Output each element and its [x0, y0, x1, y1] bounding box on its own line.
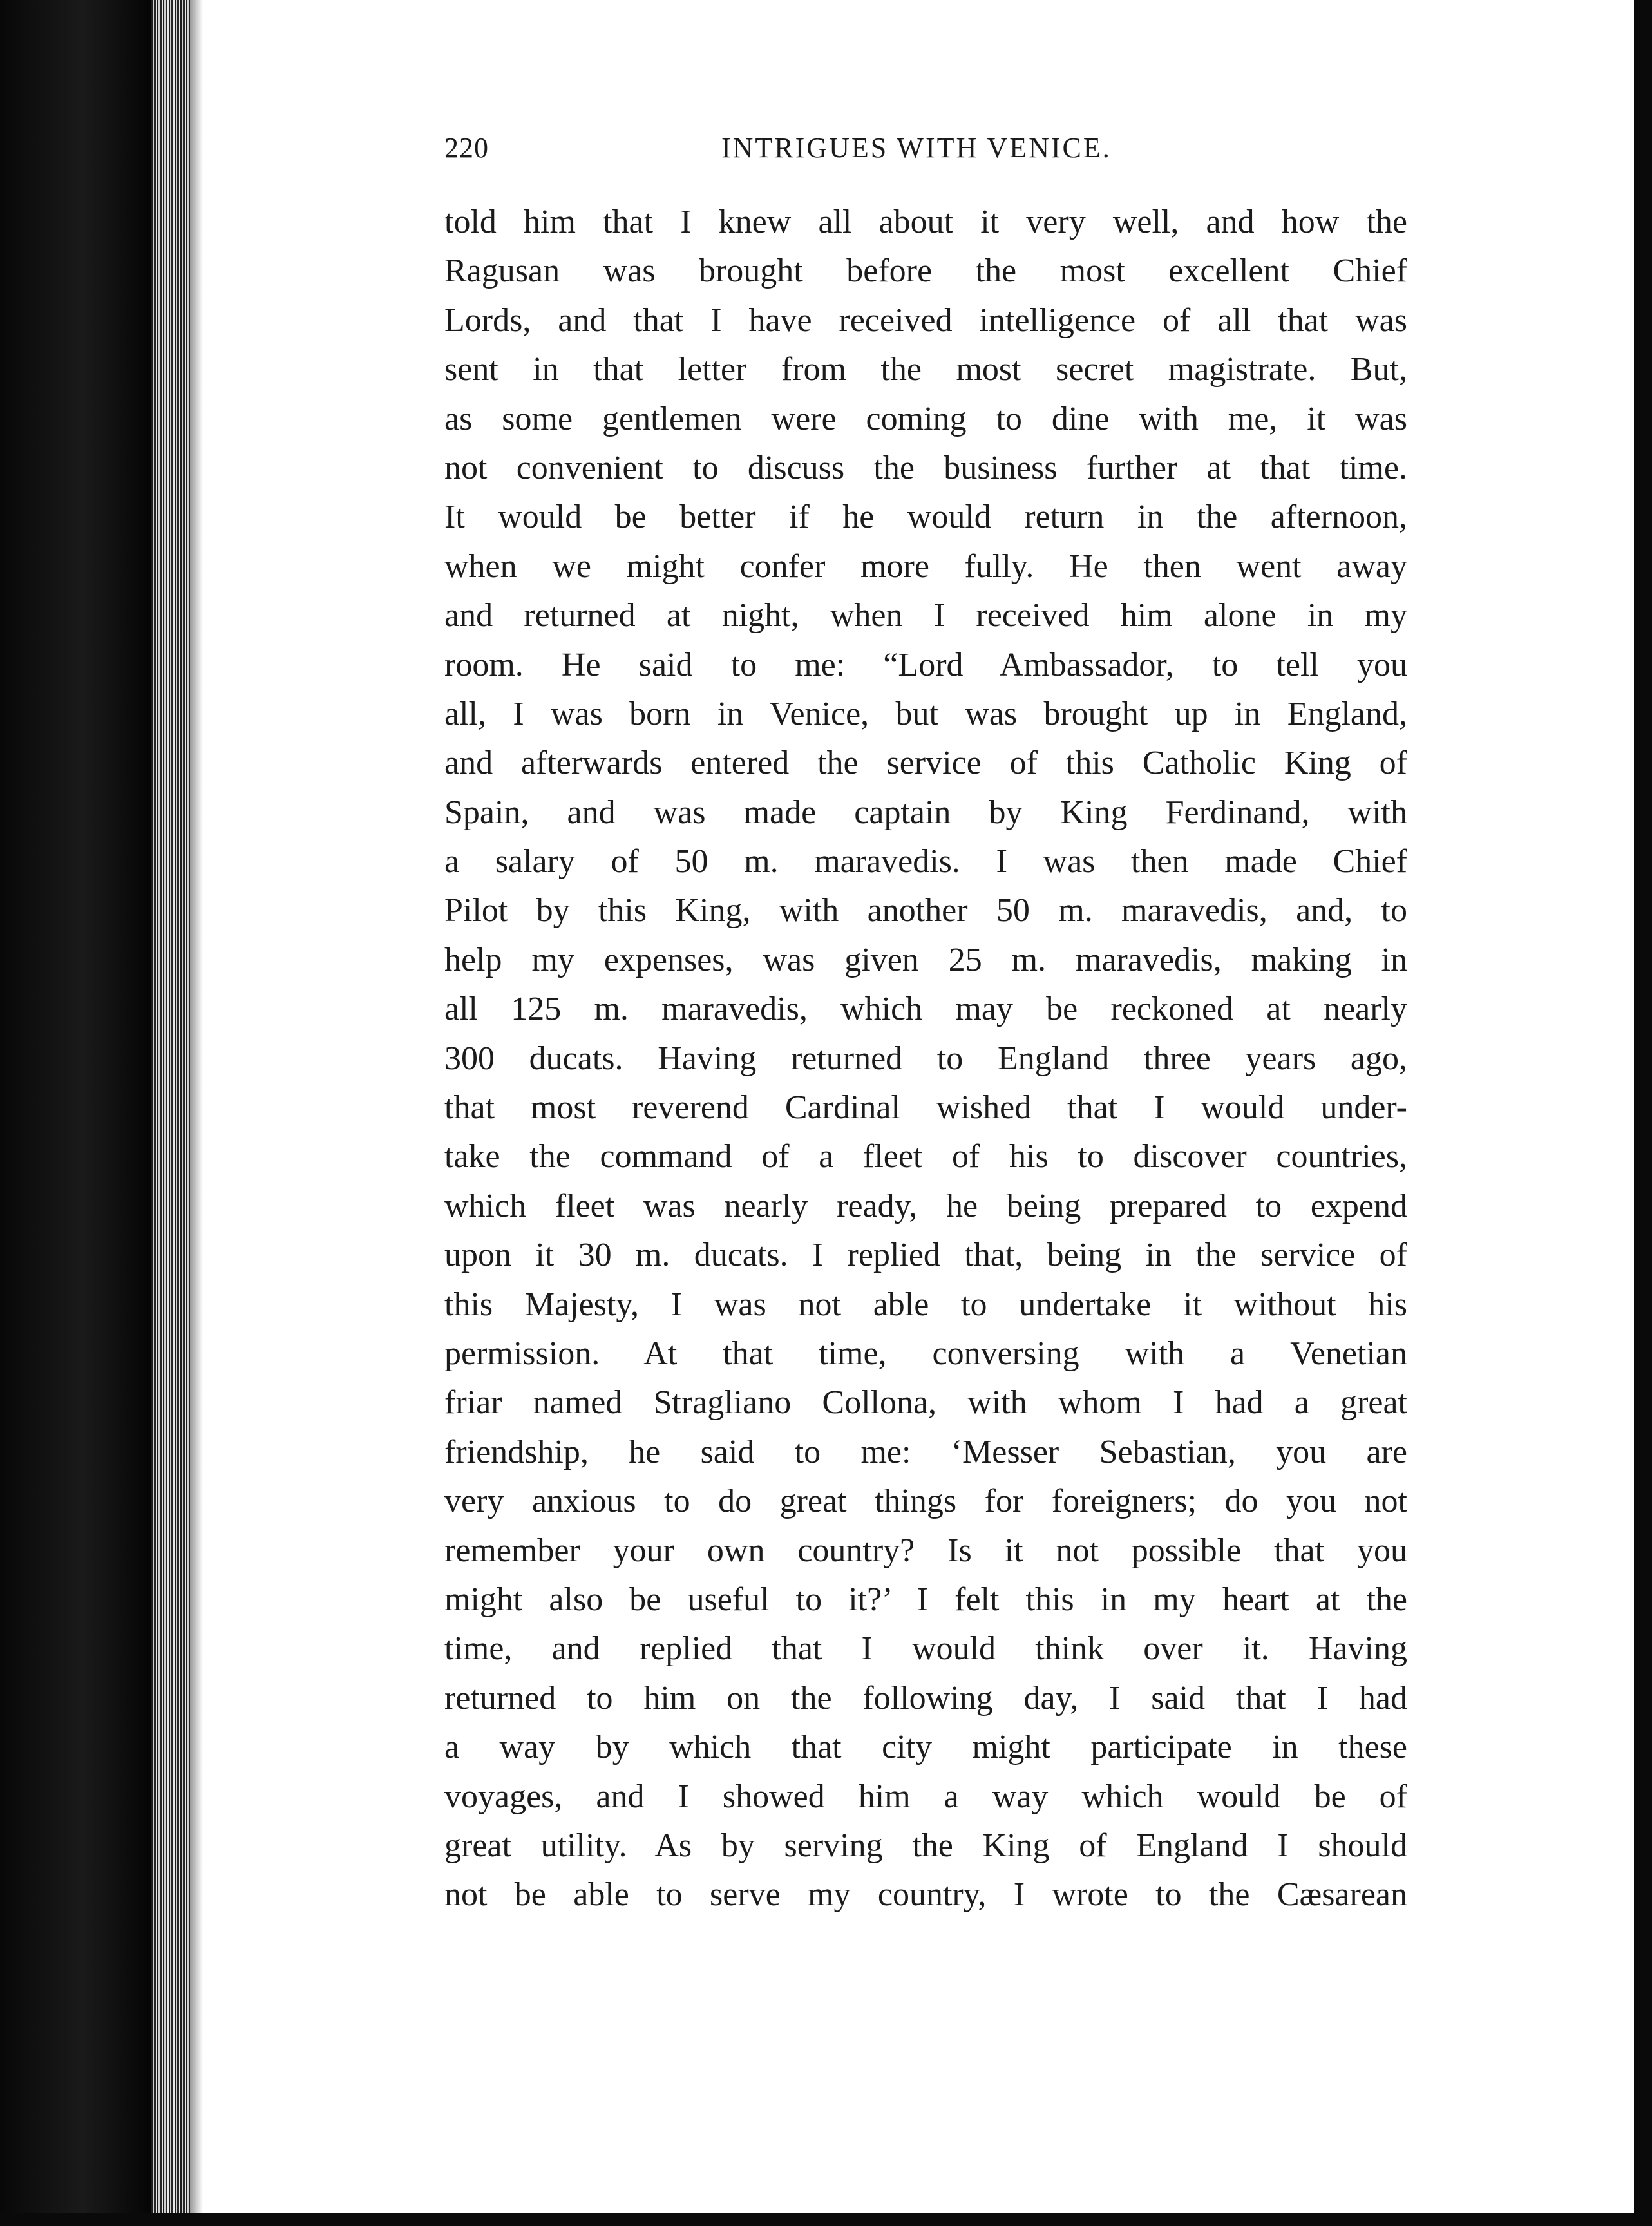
text-line: when we might confer more fully. He then went away [444, 547, 1407, 585]
text-line: a way by which that city might participate in these [444, 1729, 1407, 1766]
scan-border-bottom [0, 2213, 1652, 2226]
text-line: and afterwards entered the service of this Catholic King of [444, 745, 1407, 782]
text-line: permission. At that time, conversing with a Venetian [444, 1335, 1407, 1372]
text-line: voyages, and I showed him a way which would be of [444, 1778, 1407, 1815]
text-line: 300 ducats. Having returned to England three years ago, [444, 1040, 1407, 1077]
scan-border-right [1634, 0, 1652, 2226]
text-line: room. He said to me: “Lord Ambassador, to tell you [444, 646, 1407, 683]
text-line: and returned at night, when I received him alone in my [444, 597, 1407, 634]
book-spine [0, 0, 151, 2226]
text-line: that most reverend Cardinal wished that I would under- [444, 1089, 1407, 1127]
text-line: It would be better if he would return in the afternoon, [444, 499, 1407, 536]
text-line: friendship, he said to me: ‘Messer Sebastian, you are [444, 1433, 1407, 1470]
page-edges [151, 0, 190, 2226]
running-title: INTRIGUES WITH VENICE. [721, 132, 1112, 164]
text-line: help my expenses, was given 25 m. maravedis, making in [444, 941, 1407, 978]
text-line: which fleet was nearly ready, he being prepared to expend [444, 1187, 1407, 1224]
text-line: upon it 30 m. ducats. I replied that, being in the service of [444, 1237, 1407, 1274]
text-line: remember your own country? Is it not possible that you [444, 1532, 1407, 1569]
text-line: returned to him on the following day, I said that I had [444, 1679, 1407, 1717]
text-line: Pilot by this King, with another 50 m. maravedis, and, to [444, 892, 1407, 929]
text-line: very anxious to do great things for foreigners; do you not [444, 1483, 1407, 1520]
text-line: friar named Stragliano Collona, with whom I had a great [444, 1384, 1407, 1422]
text-line: not be able to serve my country, I wrote to the Cæsarean [444, 1876, 1407, 1914]
page-number: 220 [444, 132, 489, 164]
text-line: take the command of a fleet of his to discover countries, [444, 1138, 1407, 1175]
text-line: Lords, and that I have received intelligence of all that was [444, 301, 1407, 339]
text-line: time, and replied that I would think over it. Having [444, 1630, 1407, 1668]
text-line: great utility. As by serving the King of England I should [444, 1827, 1407, 1864]
text-line: Spain, and was made captain by King Ferdinand, with [444, 794, 1407, 831]
gutter-shadow [190, 0, 203, 2226]
text-line: a salary of 50 m. maravedis. I was then made Chief [444, 843, 1407, 880]
running-head [444, 126, 1410, 171]
text-line: all, I was born in Venice, but was brought up in England, [444, 695, 1407, 732]
text-line: not convenient to discuss the business further at that time. [444, 449, 1407, 486]
body-text [444, 198, 1407, 1920]
text-line: Ragusan was brought before the most excellent Chief [444, 252, 1407, 290]
text-line: as some gentlemen were coming to dine with me, it was [444, 400, 1407, 437]
text-line: might also be useful to it?’ I felt this in my heart at the [444, 1581, 1407, 1618]
text-line: all 125 m. maravedis, which may be reckoned at nearly [444, 991, 1407, 1028]
text-line: sent in that letter from the most secret magistrate. But, [444, 351, 1407, 388]
text-line: this Majesty, I was not able to undertake it without his [444, 1286, 1407, 1323]
text-line: told him that I knew all about it very well, and how the [444, 204, 1407, 240]
